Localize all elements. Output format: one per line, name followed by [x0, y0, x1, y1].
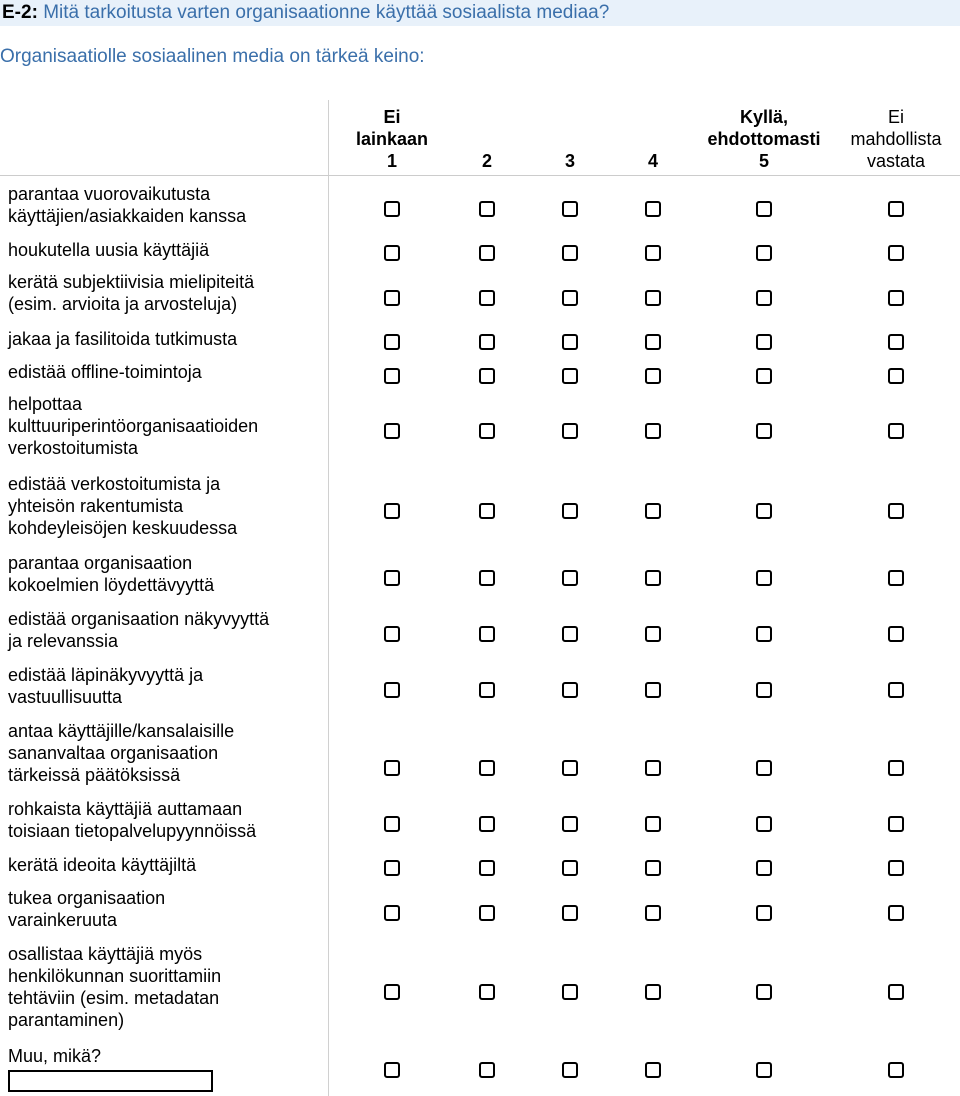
checkbox-row11-col4[interactable]: [645, 760, 661, 776]
checkbox-row8-col1[interactable]: [384, 570, 400, 586]
row-label-line: osallistaa käyttäjiä myös: [8, 944, 203, 964]
row-label-line: (esim. arvioita ja arvosteluja): [8, 294, 238, 314]
checkbox-row11-col3[interactable]: [562, 760, 578, 776]
checkbox-row13-col6[interactable]: [888, 860, 904, 876]
checkbox-row8-col3[interactable]: [562, 570, 578, 586]
checkbox-row16-col4[interactable]: [645, 1062, 661, 1078]
column-header-line: vastata: [866, 151, 926, 171]
checkbox-row10-col2[interactable]: [479, 682, 495, 698]
row-label: [8, 393, 326, 459]
column-header-line: ehdottomasti: [707, 129, 821, 149]
checkbox-row10-col3[interactable]: [562, 682, 578, 698]
checkbox-row2-col3[interactable]: [562, 245, 578, 261]
checkbox-row3-col5[interactable]: [756, 290, 772, 306]
checkbox-row5-col6[interactable]: [888, 368, 904, 384]
checkbox-row15-col1[interactable]: [384, 984, 400, 1000]
checkbox-row4-col4[interactable]: [645, 334, 661, 350]
column-header-line: mahdollista: [850, 129, 942, 149]
row-label-line: vastuullisuutta: [8, 687, 123, 707]
checkbox-row5-col2[interactable]: [479, 368, 495, 384]
checkbox-row1-col4[interactable]: [645, 201, 661, 217]
row-label-line: parantaa organisaation: [8, 553, 193, 573]
checkbox-row4-col5[interactable]: [756, 334, 772, 350]
checkbox-row3-col4[interactable]: [645, 290, 661, 306]
column-header-6: [821, 106, 960, 172]
row-label: [8, 608, 326, 652]
row-label-line: sananvaltaa organisaation: [8, 743, 219, 763]
checkbox-row12-col2[interactable]: [479, 816, 495, 832]
checkbox-row11-col5[interactable]: [756, 760, 772, 776]
row-label-line: edistää offline-toimintoja: [8, 362, 202, 382]
checkbox-row6-col2[interactable]: [479, 423, 495, 439]
checkbox-row15-col5[interactable]: [756, 984, 772, 1000]
checkbox-row1-col6[interactable]: [888, 201, 904, 217]
row-label-line: edistää verkostoitumista ja: [8, 474, 221, 494]
row-label-line: yhteisön rakentumista: [8, 496, 184, 516]
checkbox-row11-col2[interactable]: [479, 760, 495, 776]
checkbox-row6-col6[interactable]: [888, 423, 904, 439]
row-label: [8, 473, 326, 539]
checkbox-row9-col1[interactable]: [384, 626, 400, 642]
column-header-line: Ei: [887, 107, 904, 127]
row-label: [8, 271, 326, 315]
checkbox-row15-col3[interactable]: [562, 984, 578, 1000]
checkbox-row16-col1[interactable]: [384, 1062, 400, 1078]
checkbox-row3-col2[interactable]: [479, 290, 495, 306]
checkbox-row6-col3[interactable]: [562, 423, 578, 439]
checkbox-row6-col4[interactable]: [645, 423, 661, 439]
row-label: [8, 552, 326, 596]
checkbox-row16-col5[interactable]: [756, 1062, 772, 1078]
column-header-line: 1: [386, 151, 397, 171]
checkbox-row8-col5[interactable]: [756, 570, 772, 586]
row-label-line: kokoelmien löydettävyyttä: [8, 575, 215, 595]
checkbox-row7-col1[interactable]: [384, 503, 400, 519]
row-label-line: kerätä subjektiivisia mielipiteitä: [8, 272, 255, 292]
checkbox-row3-col1[interactable]: [384, 290, 400, 306]
checkbox-row9-col6[interactable]: [888, 626, 904, 642]
row-label: [8, 1045, 326, 1067]
question-subtitle: Organisaatiolle sosiaalinen media on tärkeä keino:: [0, 46, 425, 67]
checkbox-row4-col1[interactable]: [384, 334, 400, 350]
checkbox-row1-col2[interactable]: [479, 201, 495, 217]
question-separator: :: [31, 2, 38, 23]
checkbox-row1-col1[interactable]: [384, 201, 400, 217]
row-label-line: Muu, mikä?: [8, 1046, 102, 1066]
row-label-line: parantaa vuorovaikutusta: [8, 184, 211, 204]
checkbox-row16-col3[interactable]: [562, 1062, 578, 1078]
checkbox-row14-col4[interactable]: [645, 905, 661, 921]
checkbox-row13-col5[interactable]: [756, 860, 772, 876]
row-label-line: edistää organisaation näkyvyyttä: [8, 609, 270, 629]
column-header-line: 4: [647, 151, 658, 171]
checkbox-row15-col4[interactable]: [645, 984, 661, 1000]
checkbox-row5-col1[interactable]: [384, 368, 400, 384]
row-label-line: toisiaan tietopalvelupyynnöissä: [8, 821, 257, 841]
checkbox-row5-col4[interactable]: [645, 368, 661, 384]
checkbox-row14-col1[interactable]: [384, 905, 400, 921]
checkbox-row10-col5[interactable]: [756, 682, 772, 698]
row-label-line: parantaminen): [8, 1010, 125, 1030]
row-label: [8, 183, 326, 227]
column-header-line: 5: [758, 151, 769, 171]
checkbox-row11-col1[interactable]: [384, 760, 400, 776]
checkbox-row1-col5[interactable]: [756, 201, 772, 217]
checkbox-row2-col6[interactable]: [888, 245, 904, 261]
row-label: [8, 239, 326, 261]
checkbox-row10-col1[interactable]: [384, 682, 400, 698]
checkbox-row4-col6[interactable]: [888, 334, 904, 350]
row-label-line: tärkeissä päätöksissä: [8, 765, 181, 785]
row-label-line: ja relevanssia: [8, 631, 119, 651]
checkbox-row6-col1[interactable]: [384, 423, 400, 439]
checkbox-row13-col2[interactable]: [479, 860, 495, 876]
checkbox-row14-col3[interactable]: [562, 905, 578, 921]
checkbox-row9-col4[interactable]: [645, 626, 661, 642]
checkbox-row2-col1[interactable]: [384, 245, 400, 261]
header-divider: [0, 175, 960, 176]
column-header-line: lainkaan: [355, 129, 429, 149]
checkbox-row10-col4[interactable]: [645, 682, 661, 698]
checkbox-row2-col5[interactable]: [756, 245, 772, 261]
question-title: [0, 0, 960, 26]
row-label: [8, 664, 326, 708]
checkbox-row9-col3[interactable]: [562, 626, 578, 642]
checkbox-row14-col5[interactable]: [756, 905, 772, 921]
row-label-line: antaa käyttäjille/kansalaisille: [8, 721, 235, 741]
column-header-5: [689, 106, 839, 172]
checkbox-row6-col5[interactable]: [756, 423, 772, 439]
row-label-line: henkilökunnan suorittamiin: [8, 966, 222, 986]
checkbox-row2-col2[interactable]: [479, 245, 495, 261]
checkbox-row5-col3[interactable]: [562, 368, 578, 384]
row-label: [8, 361, 326, 383]
checkbox-row16-col2[interactable]: [479, 1062, 495, 1078]
checkbox-row1-col3[interactable]: [562, 201, 578, 217]
row-label-line: kerätä ideoita käyttäjiltä: [8, 855, 197, 875]
row-label: [8, 720, 326, 786]
checkbox-row12-col4[interactable]: [645, 816, 661, 832]
row-label-line: helpottaa: [8, 394, 83, 414]
checkbox-row4-col2[interactable]: [479, 334, 495, 350]
row-label-line: käyttäjien/asiakkaiden kanssa: [8, 206, 247, 226]
checkbox-row12-col5[interactable]: [756, 816, 772, 832]
row-label-line: kohdeyleisöjen keskuudessa: [8, 518, 238, 538]
checkbox-row13-col4[interactable]: [645, 860, 661, 876]
other-text-input[interactable]: [8, 1070, 213, 1092]
checkbox-row3-col3[interactable]: [562, 290, 578, 306]
checkbox-row4-col3[interactable]: [562, 334, 578, 350]
checkbox-row12-col1[interactable]: [384, 816, 400, 832]
checkbox-row9-col5[interactable]: [756, 626, 772, 642]
checkbox-row3-col6[interactable]: [888, 290, 904, 306]
checkbox-row7-col6[interactable]: [888, 503, 904, 519]
question-text: Mitä tarkoitusta varten organisaationne käyttää sosiaalista mediaa?: [43, 2, 610, 23]
row-label-line: verkostoitumista: [8, 438, 139, 458]
checkbox-row8-col6[interactable]: [888, 570, 904, 586]
column-header-line: Kyllä,: [739, 107, 789, 127]
row-label: [8, 887, 326, 931]
checkbox-row16-col6[interactable]: [888, 1062, 904, 1078]
row-label-line: houkutella uusia käyttäjiä: [8, 240, 210, 260]
checkbox-row13-col3[interactable]: [562, 860, 578, 876]
checkbox-row10-col6[interactable]: [888, 682, 904, 698]
checkbox-row7-col3[interactable]: [562, 503, 578, 519]
row-label: [8, 943, 326, 1031]
checkbox-row2-col4[interactable]: [645, 245, 661, 261]
checkbox-row15-col2[interactable]: [479, 984, 495, 1000]
checkbox-row9-col2[interactable]: [479, 626, 495, 642]
row-label-line: kulttuuriperintöorganisaatioiden: [8, 416, 259, 436]
checkbox-row8-col4[interactable]: [645, 570, 661, 586]
column-header-line: Ei: [383, 107, 401, 127]
checkbox-row15-col6[interactable]: [888, 984, 904, 1000]
row-label-line: tukea organisaation: [8, 888, 166, 908]
row-label: [8, 328, 326, 350]
checkbox-row5-col5[interactable]: [756, 368, 772, 384]
checkbox-row12-col6[interactable]: [888, 816, 904, 832]
checkbox-row7-col5[interactable]: [756, 503, 772, 519]
row-label-line: varainkeruuta: [8, 910, 118, 930]
column-header-line: 2: [481, 151, 492, 171]
row-label: [8, 854, 326, 876]
checkbox-row8-col2[interactable]: [479, 570, 495, 586]
row-label-line: tehtäviin (esim. metadatan: [8, 988, 220, 1008]
row-label-line: edistää läpinäkyvyyttä ja: [8, 665, 204, 685]
checkbox-row14-col2[interactable]: [479, 905, 495, 921]
checkbox-row7-col4[interactable]: [645, 503, 661, 519]
checkbox-row11-col6[interactable]: [888, 760, 904, 776]
checkbox-row14-col6[interactable]: [888, 905, 904, 921]
checkbox-row13-col1[interactable]: [384, 860, 400, 876]
checkbox-row7-col2[interactable]: [479, 503, 495, 519]
checkbox-row12-col3[interactable]: [562, 816, 578, 832]
row-label-line: rohkaista käyttäjiä auttamaan: [8, 799, 243, 819]
label-column-divider: [328, 100, 329, 1096]
column-header-line: 3: [564, 151, 575, 171]
row-label: [8, 798, 326, 842]
row-label-line: jakaa ja fasilitoida tutkimusta: [8, 329, 238, 349]
question-number: E-2: [2, 2, 32, 23]
